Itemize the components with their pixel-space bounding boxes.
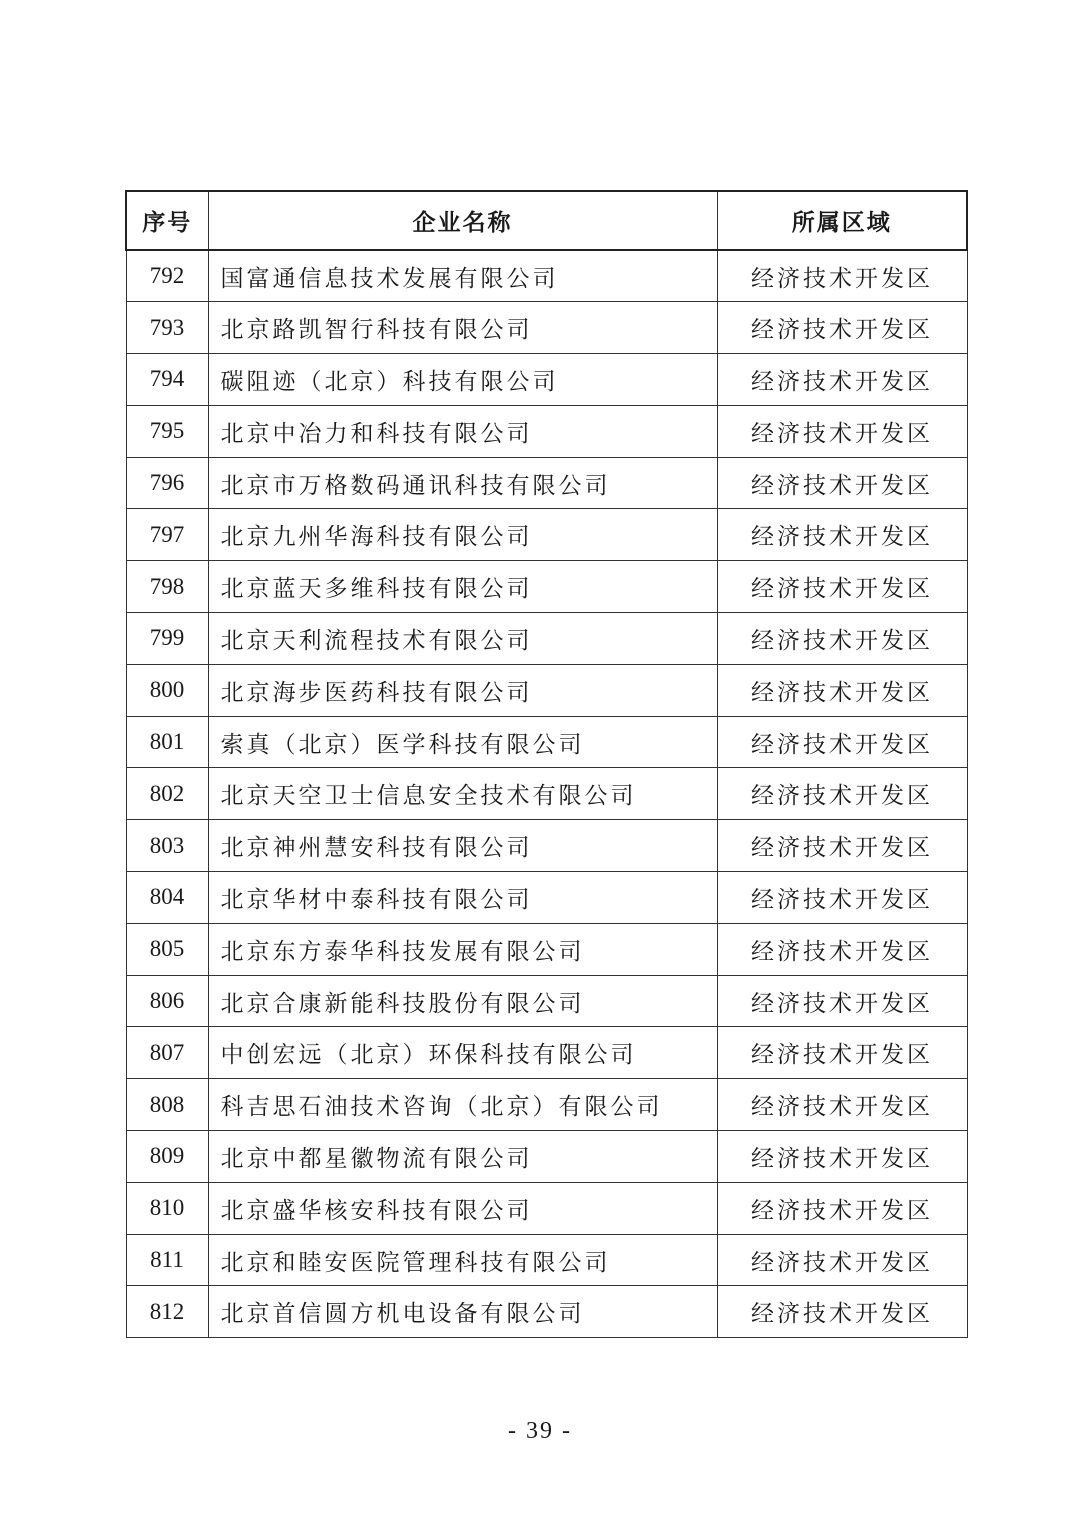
table-row — [126, 354, 967, 406]
company-region: 经济技术开发区 — [717, 613, 967, 665]
company-name: 科吉思石油技术咨询（北京）有限公司 — [208, 1079, 717, 1131]
table-body — [126, 250, 967, 1338]
company-name: 北京中都星徽物流有限公司 — [208, 1131, 717, 1183]
company-name: 北京中冶力和科技有限公司 — [208, 405, 717, 457]
company-region: 经济技术开发区 — [717, 1182, 967, 1234]
row-index: 797 — [126, 509, 208, 561]
table-row — [126, 1131, 967, 1183]
company-name: 北京海步医药科技有限公司 — [208, 664, 717, 716]
table-row — [126, 250, 967, 302]
company-name: 碳阻迹（北京）科技有限公司 — [208, 354, 717, 406]
company-region: 经济技术开发区 — [717, 975, 967, 1027]
company-region: 经济技术开发区 — [717, 561, 967, 613]
table-row — [126, 664, 967, 716]
company-name: 北京首信圆方机电设备有限公司 — [208, 1286, 717, 1338]
company-name: 北京九州华海科技有限公司 — [208, 509, 717, 561]
table-row — [126, 975, 967, 1027]
company-name: 北京合康新能科技股份有限公司 — [208, 975, 717, 1027]
company-region: 经济技术开发区 — [717, 1079, 967, 1131]
company-name: 国富通信息技术发展有限公司 — [208, 250, 717, 302]
company-region: 经济技术开发区 — [717, 923, 967, 975]
table-row — [126, 302, 967, 354]
company-table — [125, 190, 968, 1338]
row-index: 798 — [126, 561, 208, 613]
company-region: 经济技术开发区 — [717, 1234, 967, 1286]
company-name: 北京天空卫士信息安全技术有限公司 — [208, 768, 717, 820]
company-name: 北京和睦安医院管理科技有限公司 — [208, 1234, 717, 1286]
company-name: 中创宏远（北京）环保科技有限公司 — [208, 1027, 717, 1079]
row-index: 806 — [126, 975, 208, 1027]
row-index: 805 — [126, 923, 208, 975]
row-index: 796 — [126, 457, 208, 509]
company-region: 经济技术开发区 — [717, 872, 967, 924]
table-row — [126, 923, 967, 975]
company-name: 索真（北京）医学科技有限公司 — [208, 716, 717, 768]
table-row — [126, 768, 967, 820]
header-row — [126, 191, 967, 250]
company-region: 经济技术开发区 — [717, 1027, 967, 1079]
row-index: 792 — [126, 250, 208, 302]
company-name: 北京天利流程技术有限公司 — [208, 613, 717, 665]
table-row — [126, 561, 967, 613]
company-region: 经济技术开发区 — [717, 664, 967, 716]
table-row — [126, 1286, 967, 1338]
company-name: 北京市万格数码通讯科技有限公司 — [208, 457, 717, 509]
company-region: 经济技术开发区 — [717, 820, 967, 872]
company-region: 经济技术开发区 — [717, 1131, 967, 1183]
company-region: 经济技术开发区 — [717, 302, 967, 354]
company-name: 北京路凯智行科技有限公司 — [208, 302, 717, 354]
table-row — [126, 1234, 967, 1286]
company-region: 经济技术开发区 — [717, 1286, 967, 1338]
company-region: 经济技术开发区 — [717, 405, 967, 457]
page-number: - 39 - — [508, 1418, 572, 1444]
row-index: 809 — [126, 1131, 208, 1183]
table-row — [126, 1079, 967, 1131]
table-row — [126, 613, 967, 665]
company-name: 北京华材中泰科技有限公司 — [208, 872, 717, 924]
table-row — [126, 509, 967, 561]
table-header — [126, 191, 967, 250]
row-index: 811 — [126, 1234, 208, 1286]
company-region: 经济技术开发区 — [717, 716, 967, 768]
table-row — [126, 820, 967, 872]
row-index: 794 — [126, 354, 208, 406]
row-index: 800 — [126, 664, 208, 716]
table-row — [126, 405, 967, 457]
row-index: 810 — [126, 1182, 208, 1234]
row-index: 795 — [126, 405, 208, 457]
company-region: 经济技术开发区 — [717, 768, 967, 820]
company-region: 经济技术开发区 — [717, 457, 967, 509]
company-region: 经济技术开发区 — [717, 250, 967, 302]
table-row — [126, 1027, 967, 1079]
company-name: 北京神州慧安科技有限公司 — [208, 820, 717, 872]
row-index: 799 — [126, 613, 208, 665]
row-index: 804 — [126, 872, 208, 924]
company-name: 北京蓝天多维科技有限公司 — [208, 561, 717, 613]
row-index: 793 — [126, 302, 208, 354]
table-row — [126, 872, 967, 924]
row-index: 803 — [126, 820, 208, 872]
company-name: 北京东方泰华科技发展有限公司 — [208, 923, 717, 975]
header-index: 序号 — [126, 191, 208, 250]
table-row — [126, 1182, 967, 1234]
company-name: 北京盛华核安科技有限公司 — [208, 1182, 717, 1234]
table-row — [126, 716, 967, 768]
row-index: 807 — [126, 1027, 208, 1079]
company-region: 经济技术开发区 — [717, 509, 967, 561]
header-region: 所属区域 — [717, 191, 967, 250]
header-company-name: 企业名称 — [208, 191, 717, 250]
company-region: 经济技术开发区 — [717, 354, 967, 406]
table-row — [126, 457, 967, 509]
row-index: 802 — [126, 768, 208, 820]
row-index: 808 — [126, 1079, 208, 1131]
row-index: 801 — [126, 716, 208, 768]
row-index: 812 — [126, 1286, 208, 1338]
